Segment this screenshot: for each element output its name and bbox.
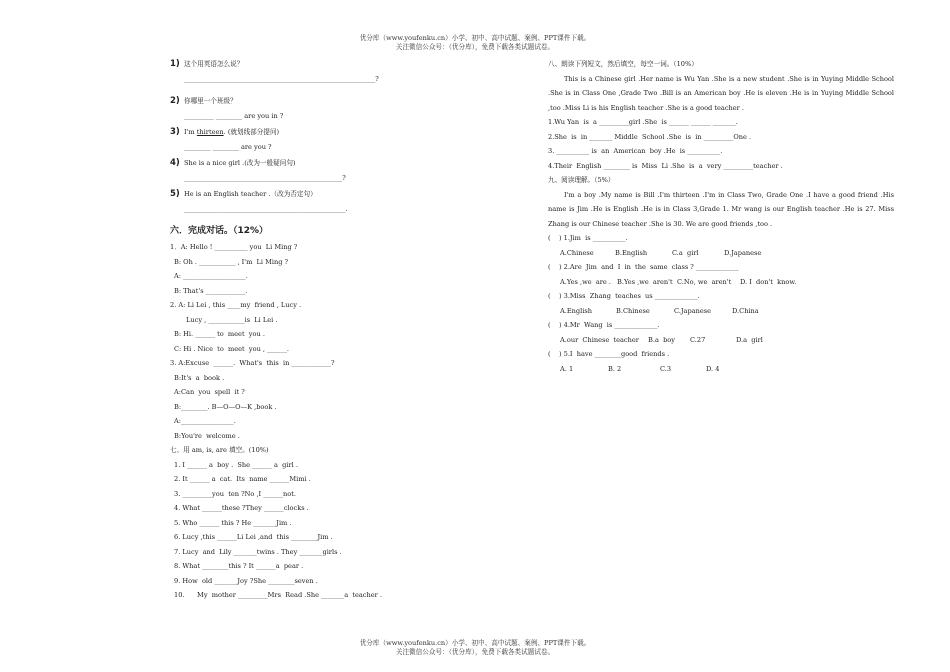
question-4: [170, 156, 435, 170]
option: D.Japanese: [724, 248, 762, 257]
fill-blank-item: 4. What ______these ?They ______clocks .: [174, 504, 309, 512]
right-column: [548, 57, 894, 376]
question-text: He is an English teacher .（改为否定句）: [184, 190, 317, 198]
section-8-passage: This is a Chinese girl .Her name is Wu Yan .She is a new student .She is in Yuying Middle School .She is in Class One ,Grade Two .Bill is an American boy .He is eleven .He is in Yuying Middle School ,too .Miss Li is his English teacher .She is a good teacher .: [548, 74, 894, 112]
section-6-title: 六．完成对话。（12%）: [170, 226, 269, 236]
question-number: 1): [170, 59, 180, 69]
answer-blank: ________ ________ are you ?: [184, 143, 272, 151]
option: B.Chinese: [616, 306, 650, 315]
option: C.No, we aren't: [677, 277, 732, 286]
section-9-title: 九、阅读理解。（5%）: [548, 176, 615, 184]
option: A.English: [560, 306, 592, 315]
option: B.a boy: [648, 335, 675, 344]
mc-question: ( ) 4.Mr Wang is _____________.: [548, 321, 660, 329]
page-header: [0, 34, 950, 51]
fill-blank-item: 4.Their English ________ is Miss Li .She is a very _________teacher .: [548, 161, 783, 170]
question-text-post: . (就划线部分提问): [223, 128, 280, 136]
mc-options: [548, 275, 894, 290]
option: D.China: [732, 306, 759, 315]
dialogue-line: C: Hi . Nice to meet you , ______.: [174, 344, 289, 353]
question-number: 2): [170, 96, 180, 106]
fill-blank-item: 3. _________you ten ?No ,I ______not.: [174, 489, 296, 498]
answer-blank: __________________________________________________________?: [184, 75, 379, 83]
section-9-passage: I'm a boy .My name is Bill .I'm thirteen .I'm in Class Two, Grade One .I have a good friend .His name is Jim .He is English .He is in Class 3,Grade 1. Mr wang is our English teacher .He is 27. Miss Zhang is our Chinese teacher .She is 30. We are good friends ,too .: [548, 190, 894, 228]
answer-blank: _________ ________ are you in ?: [184, 112, 284, 120]
option: C.27: [690, 335, 706, 344]
fill-blank-item: 2.She is in _______ Middle School .She is in _________One .: [548, 132, 752, 141]
header-line-2: 关注微信公众号：（优分库），免费下载各类试题试卷。: [395, 42, 555, 51]
dialogue-line: 1．A: Hello ! __________ you Li Ming ?: [170, 243, 298, 251]
section-7-title: 七、用 am, is, are 填空。(10%): [170, 446, 269, 454]
fill-blank-item: 1.Wu Yan is a _________girl .She is ______ ______ _______.: [548, 118, 738, 126]
footer-line-1: 优分库（www.youfenku.cn）小学、初中、高中试题、案例、PPT课件下载。: [359, 639, 591, 647]
fill-blank-item: 6. Lucy ,this ______Li Lei ,and this ________Jim .: [174, 533, 333, 541]
header-line-1: 优分库（www.youfenku.cn）小学、初中、高中试题、案例、PPT课件下载。: [359, 34, 591, 42]
fill-blank-item: 8. What ________this ? It ______a pear .: [174, 562, 304, 570]
section-8-title: 八、朗读下列短文，然后填空，每空一词。（10%）: [548, 60, 698, 68]
dialogue-line: A: ___________________.: [174, 272, 248, 280]
question-text: 你哪里一个班级？: [184, 97, 237, 105]
mc-question: ( ) 1.Jim is __________.: [548, 234, 628, 242]
dialogue-line: 3. A:Excuse ______. What's this in ____________?: [170, 359, 335, 367]
answer-blank: ________________________________________________?: [184, 174, 346, 182]
question-text: She is a nice girl .(改为一般疑问句): [184, 159, 296, 167]
option: B.English: [615, 248, 648, 257]
question-number: 3): [170, 127, 180, 137]
question-3: [170, 125, 435, 139]
dialogue-line: B:________. B—O—O—K ,book .: [174, 402, 277, 411]
option: A.Yes ,we are .: [560, 277, 612, 286]
fill-blank-item: 7. Lucy and Lily _______twins . They _______girls .: [174, 547, 342, 556]
dialogue-line: 2. A: Li Lei , this ____my friend , Lucy .: [170, 301, 302, 309]
question-number: 4): [170, 158, 180, 168]
option: C.a girl: [672, 248, 699, 257]
dialogue-line: A:Can you spell it ?: [174, 388, 245, 396]
dialogue-line: B: Hi. ______ to meet you .: [174, 330, 265, 338]
option: A. 1: [560, 364, 574, 373]
option: D. 4: [706, 364, 720, 373]
dialogue-line: Lucy , ___________is Li Lei .: [186, 315, 278, 324]
dialogue-line: B: Oh . ___________ , I'm Li Ming ?: [174, 257, 289, 266]
question-2: [170, 94, 435, 108]
question-text-pre: I'm: [184, 128, 197, 136]
fill-blank-item: 5. Who ______ this ? He _______Jim .: [174, 518, 292, 527]
question-1: [170, 57, 435, 71]
dialogue-line: B:You're welcome .: [174, 431, 240, 440]
option: A.our Chinese teacher: [560, 335, 639, 344]
fill-blank-item: 2. It ______ a cat. Its name ______Mimi .: [174, 475, 311, 483]
fill-blank-item: 10. My mother _________Mrs Read .She _______a teacher .: [174, 591, 382, 599]
option: D. I don't know.: [740, 277, 797, 286]
mc-options: [548, 304, 894, 319]
dialogue-line: A:________________.: [174, 417, 236, 425]
fill-blank-item: 3. __________ is an American boy .He is __________.: [548, 147, 723, 155]
mc-question: ( ) 5.I have ________good friends .: [548, 350, 670, 358]
option: C.Japanese: [674, 306, 712, 315]
left-column: [170, 57, 435, 603]
option: B.Yes ,we aren't: [617, 277, 673, 286]
option: B. 2: [608, 364, 622, 373]
mc-question: ( ) 2.Are Jim and I in the same class ? _____________: [548, 263, 739, 271]
footer-line-2: 关注微信公众号：（优分库），免费下载各类试题试卷。: [395, 647, 555, 656]
underlined-word: thirteen: [196, 128, 224, 136]
page-footer: [0, 639, 950, 656]
mc-options: [548, 362, 894, 377]
question-text: 这个用英语怎么说？: [184, 60, 244, 68]
fill-blank-item: 9. How old _______Joy ?She ________seven .: [174, 576, 318, 585]
mc-options: [548, 333, 894, 348]
fill-blank-item: 1. I ______ a boy . She ______ a girl .: [174, 460, 298, 469]
question-number: 5): [170, 189, 180, 199]
option: A.Chinese: [560, 248, 594, 257]
option: C.3: [660, 364, 672, 373]
answer-blank: _________________________________________________.: [184, 205, 348, 213]
mc-question: ( ) 3.Miss Zhang teaches us _____________.: [548, 292, 700, 300]
dialogue-line: B: That's ____________.: [174, 286, 248, 295]
question-5: [170, 187, 435, 201]
mc-options: [548, 246, 894, 261]
option: D.a girl: [736, 335, 763, 344]
dialogue-line: B:It's a book .: [174, 373, 225, 382]
